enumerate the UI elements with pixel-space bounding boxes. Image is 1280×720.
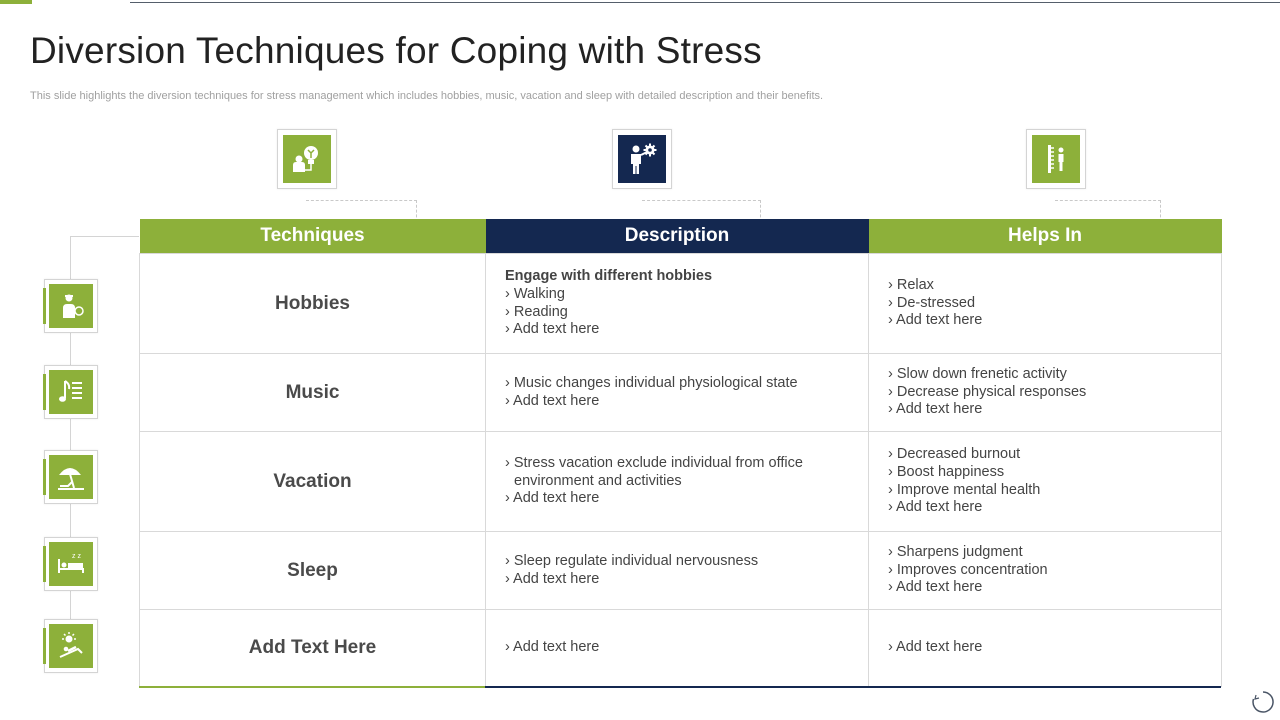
idea-person-icon xyxy=(283,135,331,183)
description-line: › Add text here xyxy=(505,639,600,656)
helps-line: › Sharpens judgment xyxy=(888,544,1023,561)
description-line: › Walking xyxy=(505,285,565,302)
helps-line: › Boost happiness xyxy=(888,463,1005,480)
sun-lounger-icon-box xyxy=(44,619,98,673)
technique-cell: Vacation xyxy=(140,432,486,532)
helps-line: › Improves concentration xyxy=(888,561,1048,578)
description-line: › Add text here xyxy=(505,570,600,587)
description-cell xyxy=(486,432,869,532)
description-line: › Music changes individual physiological state xyxy=(505,374,798,391)
helps-line: › Improve mental health xyxy=(888,481,1041,498)
technique-cell: Music xyxy=(140,354,486,432)
helps-line: › Relax xyxy=(888,277,934,294)
description-heading: Engage with different hobbies xyxy=(505,268,713,285)
helps-cell xyxy=(869,354,1222,432)
bed-sleep-icon xyxy=(49,542,93,586)
helps-line: › Decrease physical responses xyxy=(888,383,1087,400)
bed-sleep-icon-box xyxy=(44,537,98,591)
beach-umbrella-icon-box xyxy=(44,450,98,504)
helps-cell xyxy=(869,432,1222,532)
caregiver-icon xyxy=(49,284,93,328)
idea-person-icon-box xyxy=(277,129,337,189)
description-line: environment and activities xyxy=(514,472,682,489)
page-title: Diversion Techniques for Coping with Stress xyxy=(30,30,762,71)
music-note-icon xyxy=(49,370,93,414)
helps-line: › Add text here xyxy=(888,639,983,656)
description-cell xyxy=(486,532,869,610)
top-accent-bar xyxy=(0,0,32,4)
description-cell xyxy=(486,354,869,432)
technique-cell: Sleep xyxy=(140,532,486,610)
description-line: › Reading xyxy=(505,303,568,320)
beach-umbrella-icon xyxy=(49,455,93,499)
helps-line: › De-stressed xyxy=(888,294,976,311)
technique-cell: Hobbies xyxy=(140,254,486,354)
helps-line: › Add text here xyxy=(888,499,983,516)
ruler-person-icon xyxy=(1032,135,1080,183)
caregiver-icon-box xyxy=(44,279,98,333)
helps-line: › Slow down frenetic activity xyxy=(888,366,1067,383)
ruler-person-icon-box xyxy=(1026,129,1086,189)
description-line: › Add text here xyxy=(505,392,600,409)
table-row xyxy=(140,254,1222,354)
description-cell xyxy=(486,254,869,354)
header-helps-in: Helps In xyxy=(869,219,1222,254)
table-row xyxy=(140,610,1222,687)
helps-line: › Add text here xyxy=(888,579,983,596)
helps-cell xyxy=(869,610,1222,687)
table-row xyxy=(140,532,1222,610)
table-row xyxy=(140,354,1222,432)
top-divider-line xyxy=(130,2,1280,3)
techniques-table xyxy=(139,219,1222,687)
helps-line: › Decreased burnout xyxy=(888,446,1021,463)
technique-cell: Add Text Here xyxy=(140,610,486,687)
table-header-row xyxy=(140,219,1222,254)
helps-cell xyxy=(869,532,1222,610)
helps-cell xyxy=(869,254,1222,354)
description-cell xyxy=(486,610,869,687)
description-line: › Add text here xyxy=(505,321,600,338)
table-bottom-border-navy xyxy=(485,686,1221,688)
header-techniques: Techniques xyxy=(140,219,486,254)
person-gear-icon xyxy=(618,135,666,183)
svg-text:z z: z z xyxy=(72,553,81,560)
helps-line: › Add text here xyxy=(888,401,983,418)
loading-spinner-icon xyxy=(1251,690,1275,714)
table-bottom-border-green xyxy=(139,686,485,688)
music-note-icon-box xyxy=(44,365,98,419)
helps-line: › Add text here xyxy=(888,312,983,329)
description-line: › Add text here xyxy=(505,490,600,507)
sun-lounger-icon xyxy=(49,624,93,668)
header-description: Description xyxy=(486,219,869,254)
side-connector-horizontal xyxy=(70,236,139,237)
page-subtitle: This slide highlights the diversion techniques for stress management which includes hobbies, music, vacation and sleep with detailed description and their benefits. xyxy=(30,90,824,102)
person-gear-icon-box xyxy=(612,129,672,189)
table-row xyxy=(140,432,1222,532)
description-line: › Sleep regulate individual nervousness xyxy=(505,552,759,569)
description-line: › Stress vacation exclude individual from office xyxy=(505,455,803,472)
